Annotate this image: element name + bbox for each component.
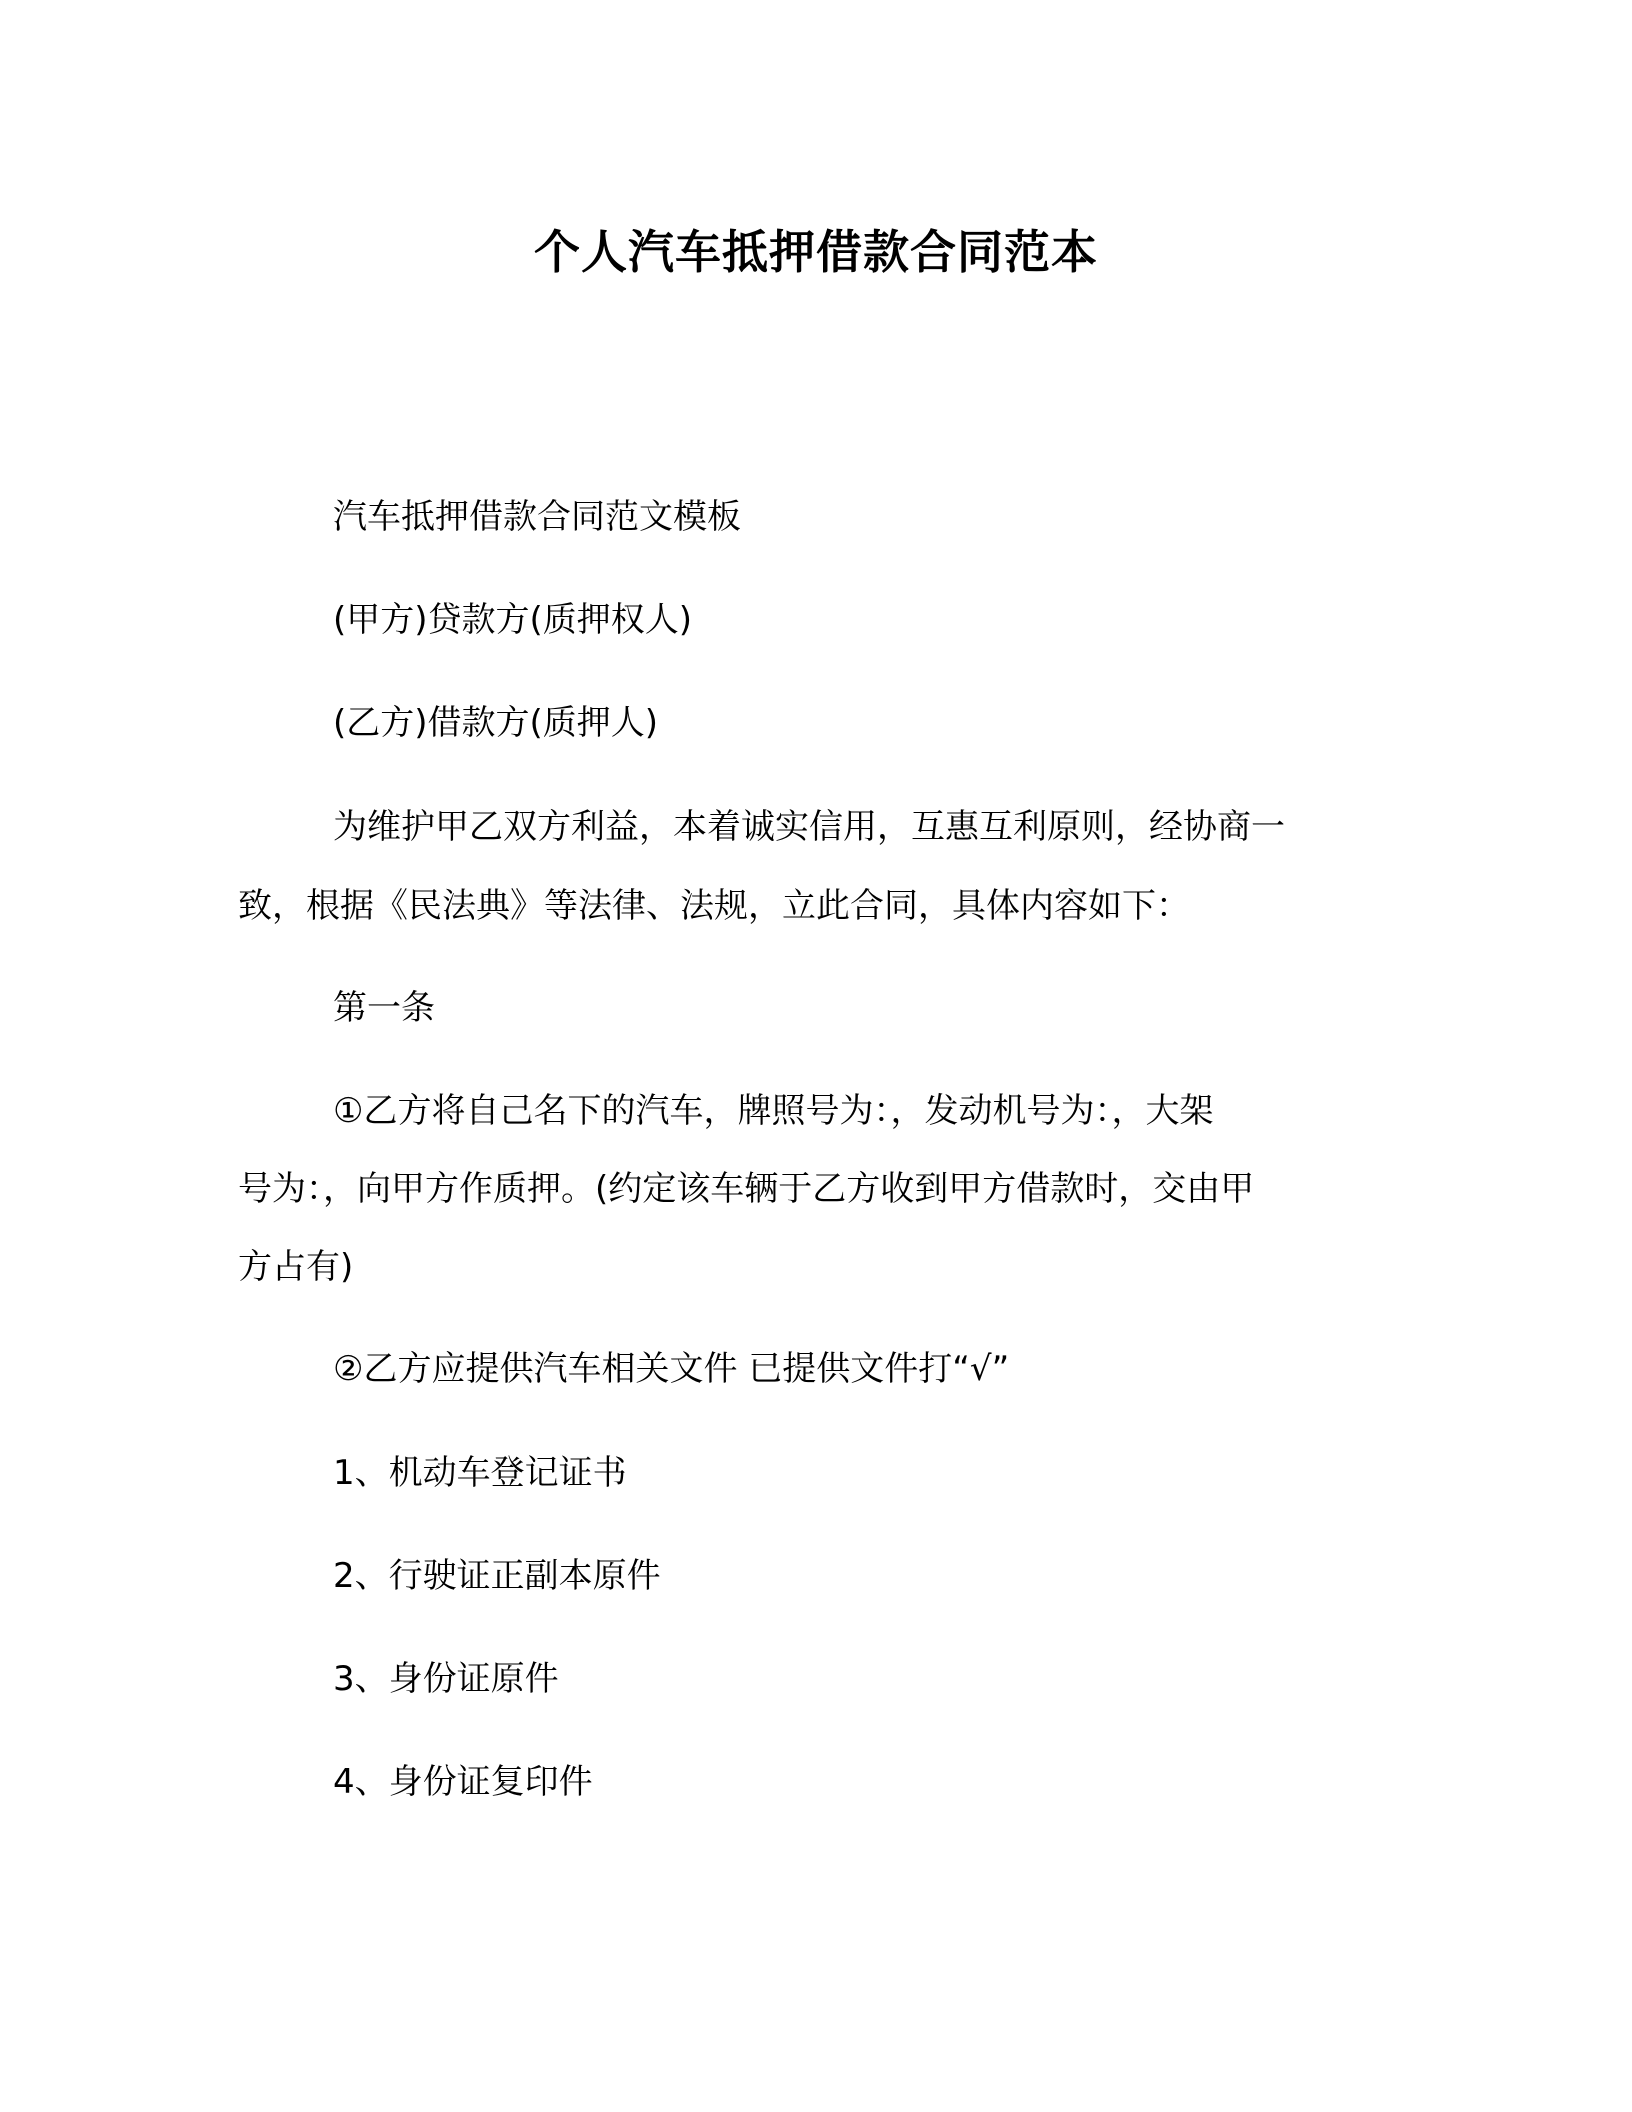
document-title: 个人汽车抵押借款合同范本 [534, 225, 1098, 279]
party-a-line: (甲方)贷款方(质押权人) [333, 600, 693, 640]
list-item: 2、行驶证正副本原件 [333, 1556, 661, 1596]
list-item: 3、身份证原件 [333, 1659, 559, 1699]
list-item: 4、身份证复印件 [333, 1762, 593, 1802]
party-b-line: (乙方)借款方(质押人) [333, 703, 659, 743]
preamble-line-1: 为维护甲乙双方利益，本着诚实信用，互惠互利原则，经协商一 [333, 807, 1285, 847]
preamble-line-2: 致，根据《民法典》等法律、法规，立此合同，具体内容如下： [238, 886, 1190, 926]
clause-1-line-2: 号为：，向甲方作质押。(约定该车辆于乙方收到甲方借款时，交由甲 [238, 1169, 1255, 1209]
clause-2-line: ②乙方应提供汽车相关文件 已提供文件打“√” [333, 1349, 1010, 1389]
document-subtitle: 汽车抵押借款合同范文模板 [333, 497, 741, 537]
clause-1-line-1: ①乙方将自己名下的汽车，牌照号为：，发动机号为：，大架 [333, 1091, 1214, 1131]
list-item: 1、机动车登记证书 [333, 1453, 627, 1493]
clause-1-line-3: 方占有) [238, 1247, 354, 1287]
article-1-heading: 第一条 [333, 988, 435, 1028]
